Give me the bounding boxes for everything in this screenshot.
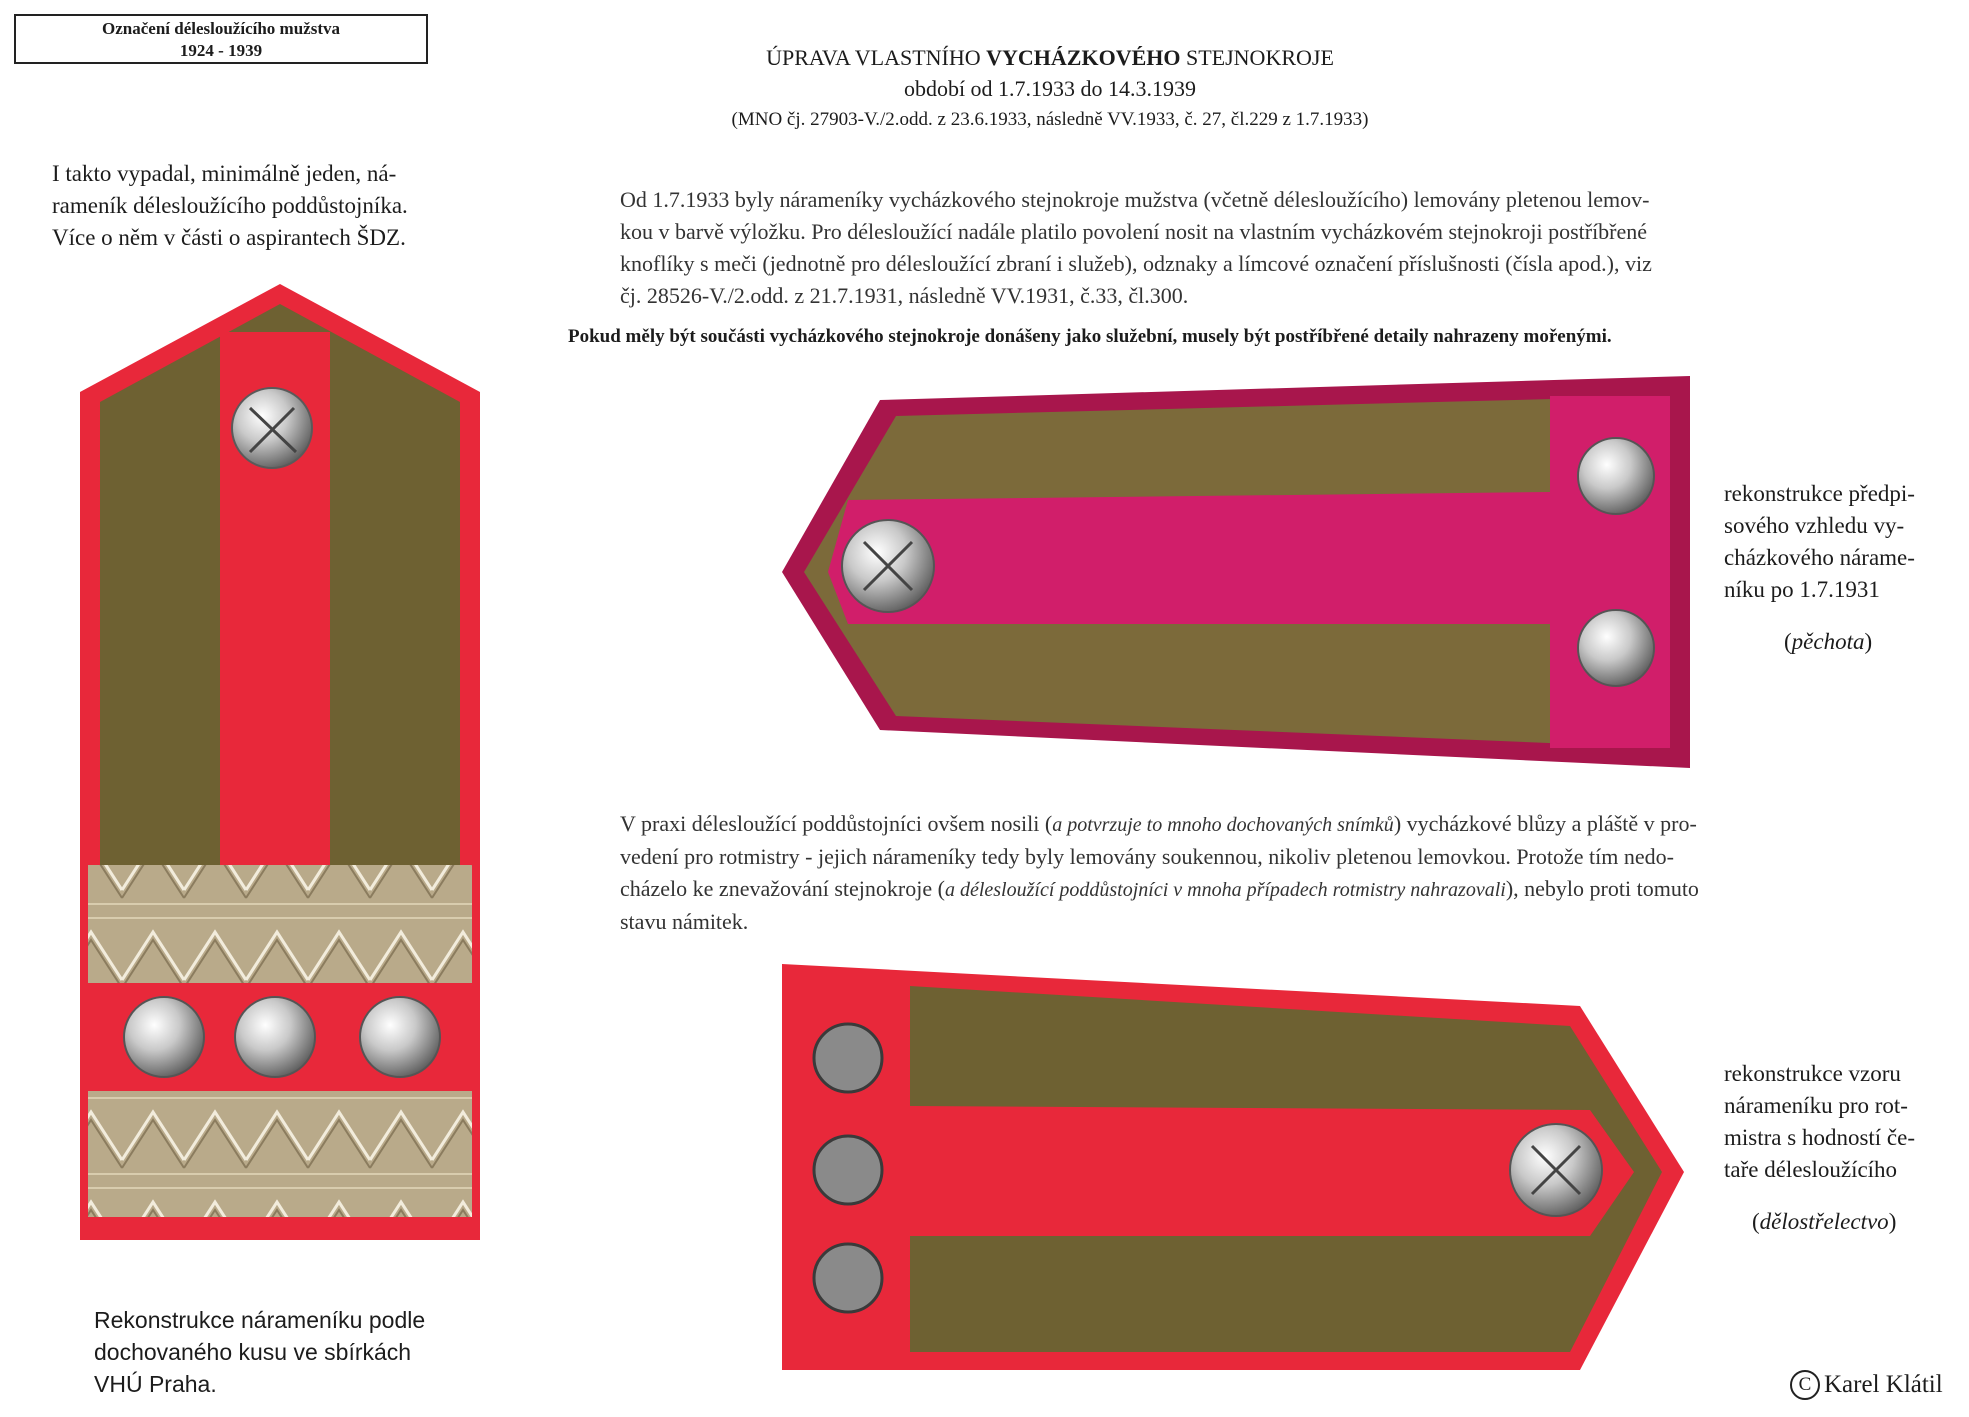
caption-vhu (94, 1304, 514, 1400)
caption-delostrelectvo (1724, 1058, 1964, 1238)
caption-vhu-line-2: dochovaného kusu ve sbírkách (94, 1339, 412, 1365)
caption-pechota-line-1: rekonstrukce předpi- (1724, 481, 1915, 506)
snap-button-icon (360, 997, 440, 1077)
p2-l3-post: ), nebylo proti tomuto (1505, 876, 1699, 901)
title-bold: VYCHÁZKOVÉHO (986, 45, 1181, 70)
caption-delo-line-1: rekonstrukce vzoru (1724, 1061, 1901, 1086)
page-title (620, 42, 1480, 135)
galloon-upper (88, 865, 472, 983)
left-note-line-2: rameník délesloužícího poddůstojníka. (52, 193, 408, 218)
paragraph-2-line-3 (620, 873, 1920, 906)
title-line-2: období od 1.7.1933 do 14.3.1939 (903, 76, 1197, 101)
paragraph-1-line-2: kou v barvě výložku. Pro délesloužící nadále platilo povolení nosit na vlastním vycházkovém stejnokroji postříbřené (620, 219, 1648, 244)
left-note-line-1: I takto vypadal, minimálně jeden, ná- (52, 161, 397, 186)
snap-button-icon (814, 1244, 882, 1312)
paragraph-2-line-2: vedení pro rotmistry - jejich nárameníky tedy byly lemovány soukennou, nikoliv pletenou lemovkou. Protože tím nedo- (620, 844, 1674, 869)
paragraph-2 (620, 808, 1920, 938)
caption-pechota-branch: (pěchota) (1784, 629, 1873, 654)
branch-pechota: pěchota (1791, 629, 1865, 654)
paragraph-1-line-1: Od 1.7.1933 byly nárameníky vycházkového stejnokroje mužstva (včetně délesloužícího) lemovány pletenou lemov- (620, 187, 1650, 212)
header-line-2: 1924 - 1939 (179, 41, 263, 60)
copyright (1790, 1370, 1943, 1400)
caption-delo-line-4: taře délesloužícího (1724, 1157, 1898, 1182)
left-note-line-3: Více o něm v části o aspirantech ŠDZ. (52, 225, 406, 250)
title-post: STEJNOKROJE (1180, 45, 1334, 70)
snap-button-icon (814, 1136, 882, 1204)
caption-pechota (1724, 478, 1964, 658)
title-line-3: (MNO čj. 27903-V./2.odd. z 23.6.1933, následně VV.1933, č. 27, čl.229 z 1.7.1933) (731, 109, 1369, 130)
left-note (52, 158, 492, 254)
caption-pechota-line-4: níku po 1.7.1931 (1724, 577, 1880, 602)
p2-l1-italic: a potvrzuje to mnoho dochovaných snímků (1052, 814, 1394, 836)
caption-pechota-line-3: cházkového nárame- (1724, 545, 1915, 570)
paragraph-1 (620, 184, 1920, 312)
snap-button-icon (1578, 610, 1654, 686)
bold-note: Pokud měly být součásti vycházkového stejnokroje donášeny jako služební, musely být postříbřené detaily nahrazeny mořenými. (568, 326, 1612, 347)
board-pechota-stripe (828, 492, 1550, 624)
p2-l1-post: ) vycházkové blůzy a pláště v pro- (1393, 811, 1697, 836)
header-line-1: Označení délesloužícího mužstva (102, 19, 340, 38)
paragraph-1-line-4: čj. 28526-V./2.odd. z 21.7.1931, následně VV.1931, č.33, čl.300. (620, 283, 1189, 308)
title-line-1 (620, 42, 1480, 73)
shoulder-board-vhu (60, 280, 500, 1290)
branch-delostrelectvo: dělostřelectvo (1759, 1209, 1889, 1234)
p2-l1-pre: V praxi délesloužící poddůstojníci ovšem nosili ( (620, 811, 1053, 836)
paragraph-2-line-1 (620, 808, 1920, 841)
header-box (14, 14, 428, 64)
caption-delo-line-3: mistra s hodností če- (1724, 1125, 1915, 1150)
copyright-icon: C (1790, 1370, 1820, 1400)
caption-delo-line-2: nárameníku pro rot- (1724, 1093, 1908, 1118)
shoulder-board-delostrelectvo (770, 960, 1690, 1380)
p2-l3-pre: cházelo ke znevažování stejnokroje ( (620, 876, 945, 901)
copyright-author: Karel Klátil (1824, 1371, 1943, 1398)
title-pre: ÚPRAVA VLASTNÍHO (766, 45, 987, 70)
snap-button-icon (814, 1024, 882, 1092)
paragraph-1-line-3: knoflíky s meči (jednotně pro délesloužící zbraní i služeb), odznaky a límcové označení příslušnosti (čísla apod.), viz (620, 251, 1652, 276)
snap-button-icon (235, 997, 315, 1077)
paragraph-2-line-4: stavu námitek. (620, 909, 749, 934)
snap-button-icon (1578, 438, 1654, 514)
p2-l3-italic: a délesloužící poddůstojníci v mnoha případech rotmistry nahrazovali (944, 879, 1506, 901)
shoulder-board-pechota (770, 370, 1690, 770)
caption-pechota-line-2: sového vzhledu vy- (1724, 513, 1905, 538)
caption-delo-branch: (dělostřelectvo) (1752, 1209, 1897, 1234)
snap-button-icon (124, 997, 204, 1077)
caption-vhu-line-3: VHÚ Praha. (94, 1371, 217, 1397)
galloon-lower (88, 1091, 472, 1217)
caption-vhu-line-1: Rekonstrukce nárameníku podle (94, 1307, 426, 1333)
